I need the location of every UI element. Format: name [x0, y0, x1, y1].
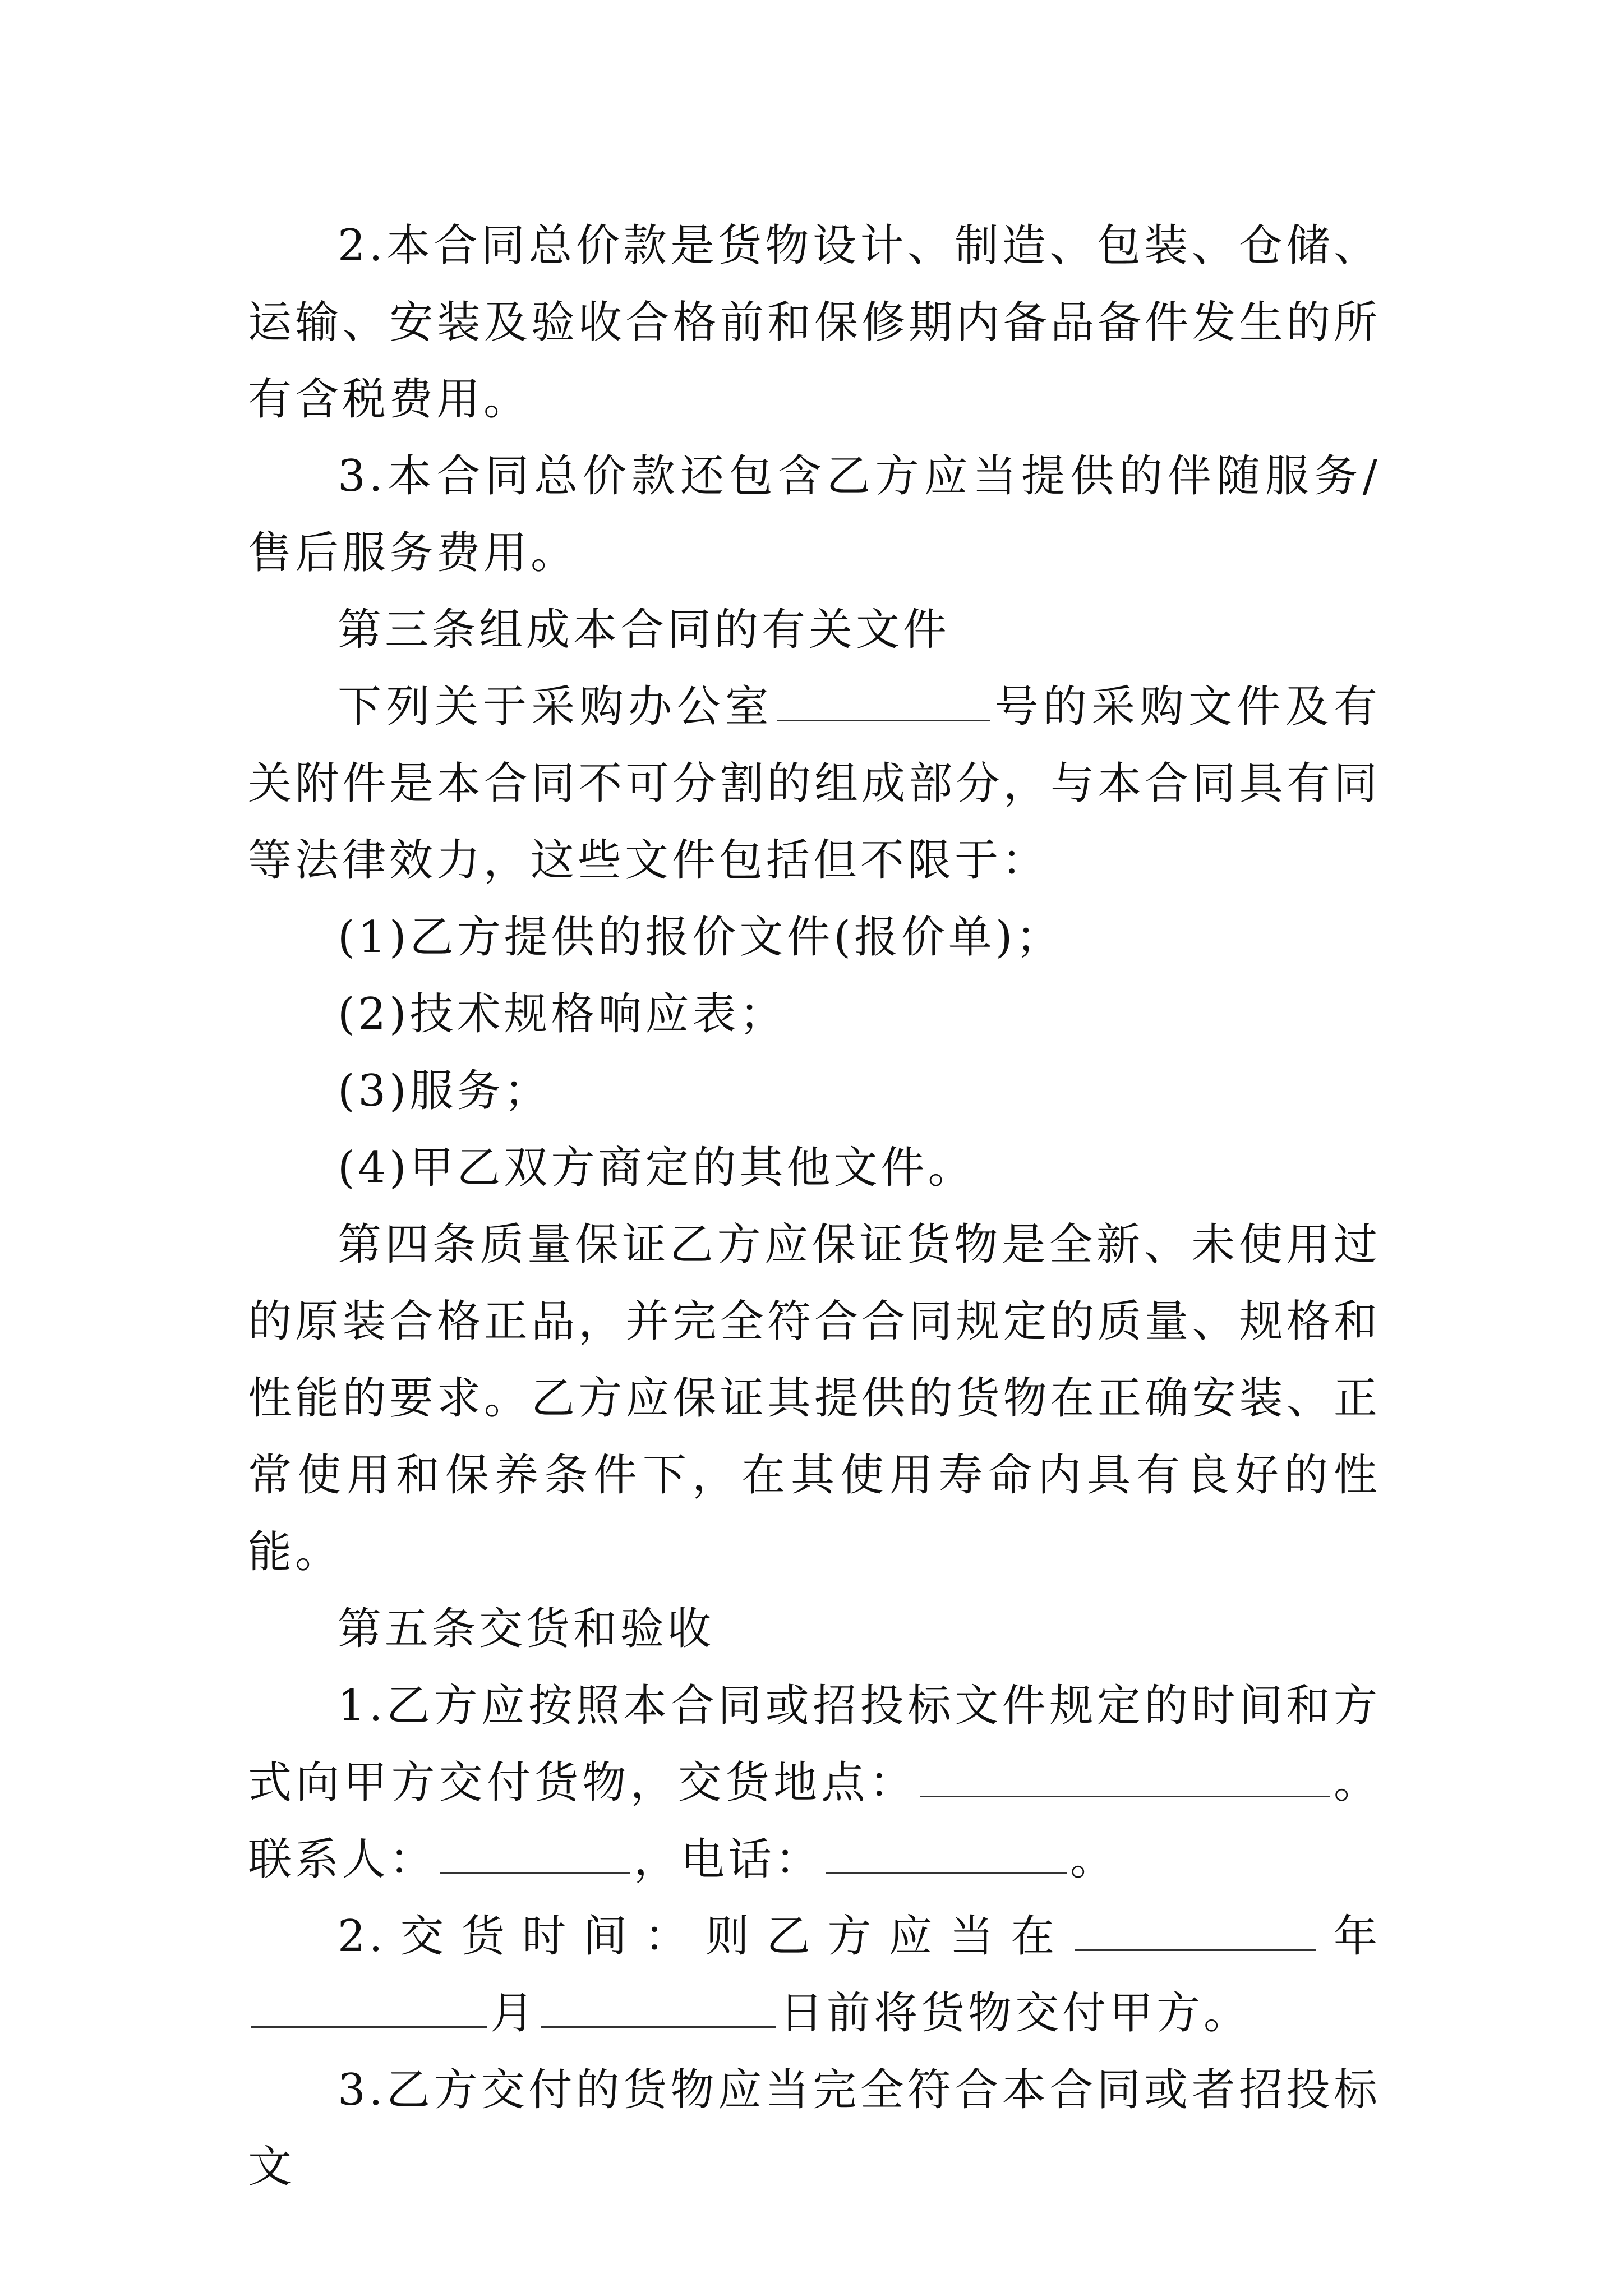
heading-article-five: 第五条交货和验收: [338, 1604, 715, 1654]
paragraph-total-price-scope: 2.本合同总价款是货物设计、制造、包装、仓储、运输、安装及验收合格前和保修期内备品备件发生的所有含税费用。: [248, 220, 1381, 425]
text-segment: ，电话：: [634, 1834, 823, 1885]
list-item-service: (3)服务；: [338, 1066, 551, 1116]
blank-document-number[interactable]: [777, 680, 990, 721]
text-segment: 2.交货时间：则乙方应当在: [338, 1911, 1072, 1962]
text-segment: 。: [1070, 1834, 1118, 1885]
text-segment: 日前将货物交付甲方。: [780, 1988, 1251, 2039]
text-segment: 下列关于采购办公室: [338, 682, 774, 732]
text-segment: 号的采购文件及有关附件是本合同不可分割的组成部分，与本合同具有同等法律效力，这些文件包括但不限于：: [248, 682, 1381, 886]
blank-day[interactable]: [541, 1987, 776, 2028]
list-item-other-documents: (4)甲乙双方商定的其他文件。: [338, 1143, 975, 1193]
text-segment: 1.乙方应按照本合同或招投标文件规定的时间和方式向甲方交付货物，交货地点：: [248, 1681, 1381, 1808]
blank-year[interactable]: [1075, 1910, 1316, 1951]
blank-month[interactable]: [251, 1987, 487, 2028]
paragraph-quality-guarantee: 第四条质量保证乙方应保证货物是全新、未使用过的原装合格正品，并完全符合合同规定的质量、规格和性能的要求。乙方应保证其提供的货物在正确安装、正常使用和保养条件下，在其使用寿命内具有良好的性能。: [248, 1220, 1381, 1577]
paragraph-delivery-location: [248, 1668, 1381, 1898]
paragraph-contract-documents: [248, 669, 1381, 899]
blank-contact-person[interactable]: [440, 1833, 630, 1874]
blank-phone[interactable]: [826, 1833, 1067, 1874]
paragraph-goods-conformity: 3.乙方交付的货物应当完全符合本合同或者招投标文: [248, 2065, 1381, 2192]
text-segment: 月: [490, 1988, 538, 2039]
list-item-quotation: (1)乙方提供的报价文件(报价单)；: [338, 912, 1063, 963]
text-segment: 。联系人：: [248, 1757, 1381, 1885]
heading-article-three: 第三条组成本合同的有关文件: [338, 605, 951, 655]
paragraph-service-fees: 3.本合同总价款还包含乙方应当提供的伴随服务/售后服务费用。: [248, 451, 1381, 578]
text-segment: 年: [1320, 1911, 1381, 1962]
document-page: [248, 208, 1381, 2206]
blank-delivery-place[interactable]: [920, 1756, 1330, 1797]
list-item-technical-spec: (2)技术规格响应表；: [338, 989, 787, 1039]
paragraph-delivery-time: [248, 1898, 1381, 2052]
